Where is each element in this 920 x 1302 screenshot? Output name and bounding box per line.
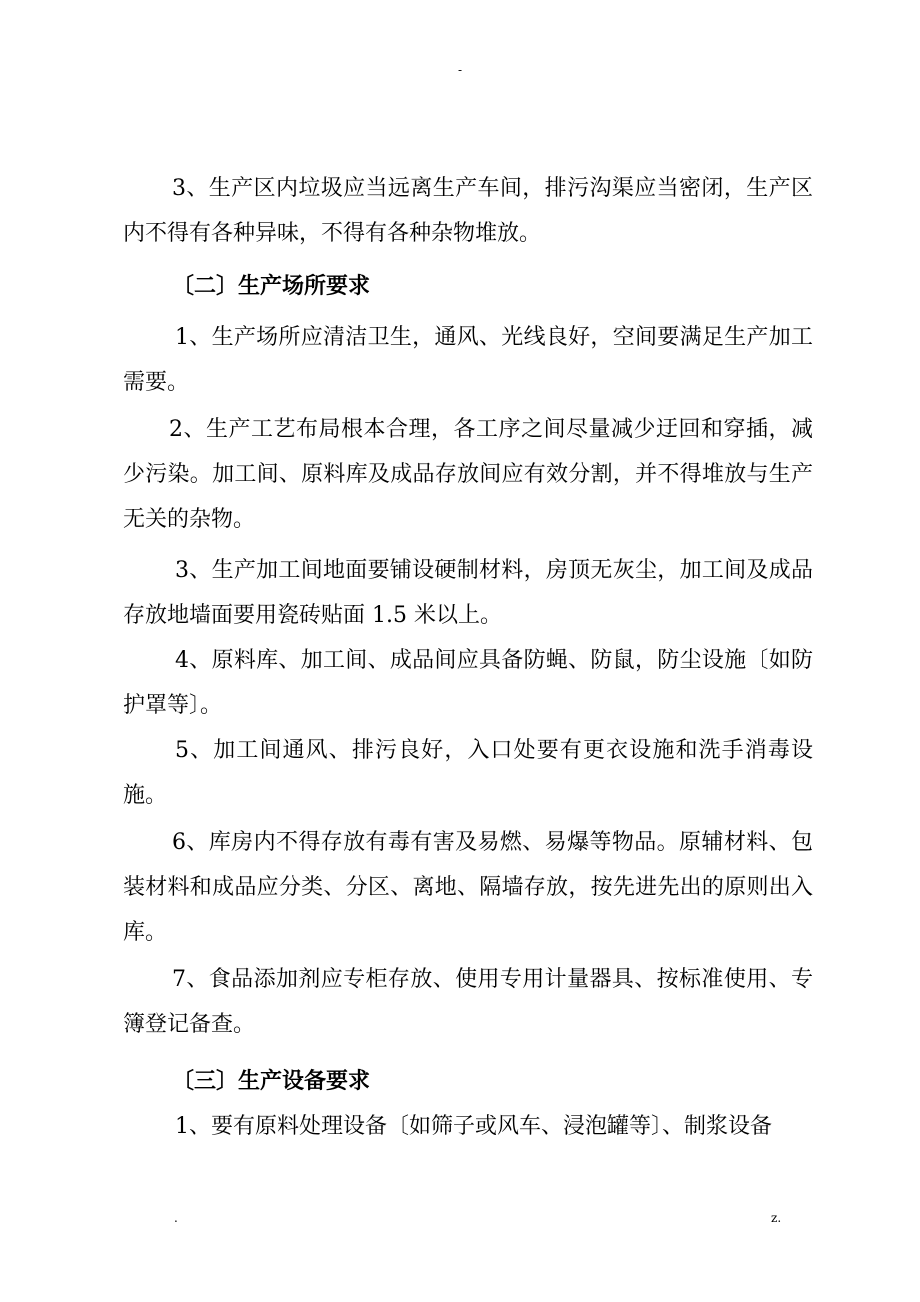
paragraph-storage-rules: 6、库房内不得存放有毒有害及易燃、易爆等物品。原辅材料、包装材料和成品应分类、分区、离地、隔墙存放，按先进先出的原则出入库。 xyxy=(123,830,813,945)
paragraph-equipment-list: 1、要有原料处理设备〔如筛子或风车、浸泡罐等〕、制浆设备 xyxy=(175,1114,772,1139)
paragraph-site-hygiene: 1、生产场所应清洁卫生，通风、光线良好，空间要满足生产加工需要。 xyxy=(123,325,813,395)
footer-left-mark: . xyxy=(174,1211,178,1225)
section-heading-production-site: 〔二〕生产场所要求 xyxy=(172,273,371,299)
paragraph-ventilation-changing: 5、加工间通风、排污良好，入口处要有更衣设施和洗手消毒设施。 xyxy=(123,738,813,808)
section-heading-equipment: 〔三〕生产设备要求 xyxy=(172,1068,371,1094)
paragraph-process-layout: 2、生产工艺布局根本合理，各工序之间尽量减少迂回和穿插，减少污染。加工间、原料库及成品存放间应有效分割，并不得堆放与生产无关的杂物。 xyxy=(123,417,813,532)
document-body xyxy=(123,166,813,1149)
paragraph-food-additives: 7、食品添加剂应专柜存放、使用专用计量器具、按标准使用、专簿登记备查。 xyxy=(123,967,813,1037)
paragraph-pest-prevention: 4、原料库、加工间、成品间应具备防蝇、防鼠，防尘设施〔如防护罩等〕。 xyxy=(123,648,813,718)
footer-right-mark: z. xyxy=(771,1211,782,1225)
paragraph-garbage-drainage: 3、生产区内垃圾应当远离生产车间，排污沟渠应当密闭，生产区内不得有各种异味，不得有各种杂物堆放。 xyxy=(123,176,813,246)
paragraph-floor-walls: 3、生产加工间地面要铺设硬制材料，房顶无灰尘，加工间及成品存放地墙面要用瓷砖贴面 1.5 米以上。 xyxy=(123,558,813,628)
header-mark: - xyxy=(458,63,463,77)
